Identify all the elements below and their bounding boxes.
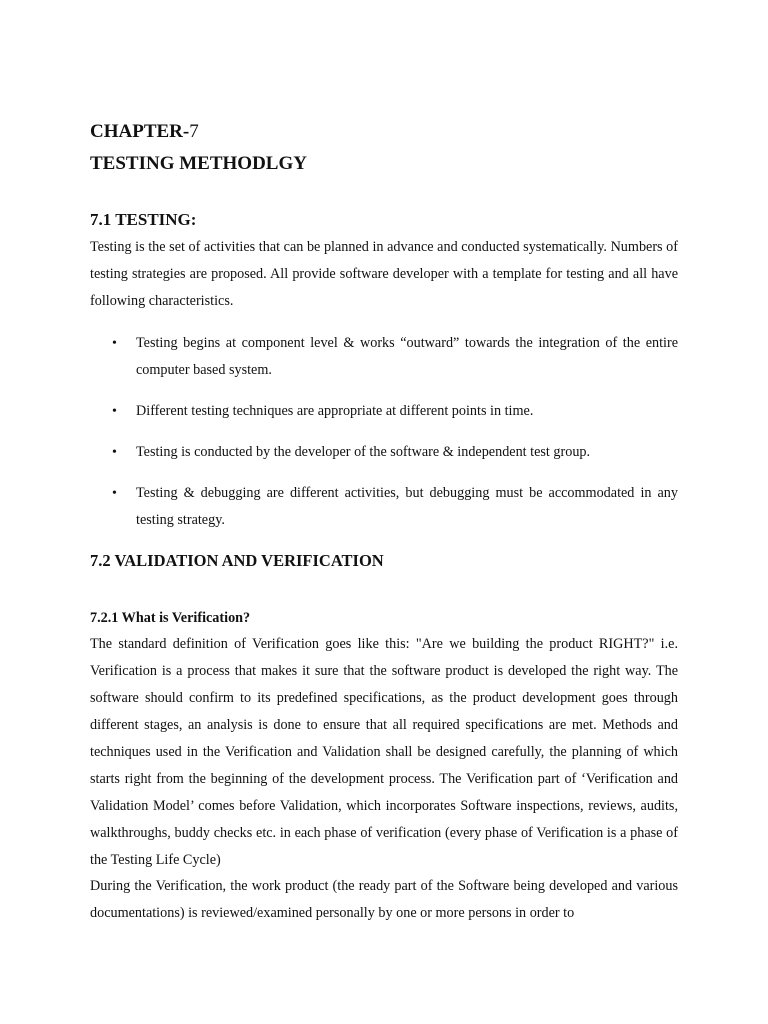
section-heading-validation-verification: 7.2 VALIDATION AND VERIFICATION: [90, 551, 384, 570]
bullet-icon: •: [112, 404, 117, 419]
verification-definition-paragraph: The standard definition of Verification goes like this: "Are we building the product RIGHT?" i.e. Verification is a process that makes it sure that the software product is developed the right way. The software should confirm to its predefined specifications, as the product development goes through different stages, an analysis is done to ensure that all required specifications are met. Methods and techniques used in the Verification and Validation shall be designed carefully, the planning of which starts right from the beginning of the development process. The Verification part of ‘Verification and Validation Model’ comes before Validation, which incorporates Software inspections, reviews, audits, walkthroughs, buddy checks etc. in each phase of verification (every phase of Verification is a phase of the Testing Life Cycle): [90, 636, 678, 868]
chapter-title: TESTING METHODLGY: [90, 153, 307, 174]
list-item-text: Different testing techniques are appropriate at different points in time.: [136, 403, 534, 419]
bullet-icon: •: [112, 486, 117, 501]
chapter-label-text: CHAPTER-: [90, 121, 190, 142]
testing-intro-paragraph: Testing is the set of activities that can be planned in advance and conducted systematically. Numbers of testing strategies are proposed. All provide software developer with a template for testing and all have following characteristics.: [90, 239, 678, 309]
verification-process-paragraph: During the Verification, the work product (the ready part of the Software being developed and various documentations) is reviewed/examined personally by one or more persons in order to: [90, 878, 678, 921]
bullet-icon: •: [112, 445, 117, 460]
chapter-number: 7: [189, 121, 199, 142]
testing-characteristics-list: [90, 330, 678, 548]
subsection-heading-what-is-verification: 7.2.1 What is Verification?: [90, 610, 251, 626]
list-item: [90, 398, 678, 425]
section-heading-testing: 7.1 TESTING:: [90, 210, 197, 229]
list-item-text: Testing & debugging are different activities, but debugging must be accommodated in any testing strategy.: [136, 485, 678, 528]
list-item: [90, 439, 678, 466]
list-item-text: Testing begins at component level & works “outward” towards the integration of the entire computer based system.: [136, 335, 678, 378]
list-item: [90, 480, 678, 534]
bullet-icon: •: [112, 336, 117, 351]
chapter-label: [90, 118, 678, 145]
list-item: [90, 330, 678, 384]
list-item-text: Testing is conducted by the developer of the software & independent test group.: [136, 444, 591, 460]
